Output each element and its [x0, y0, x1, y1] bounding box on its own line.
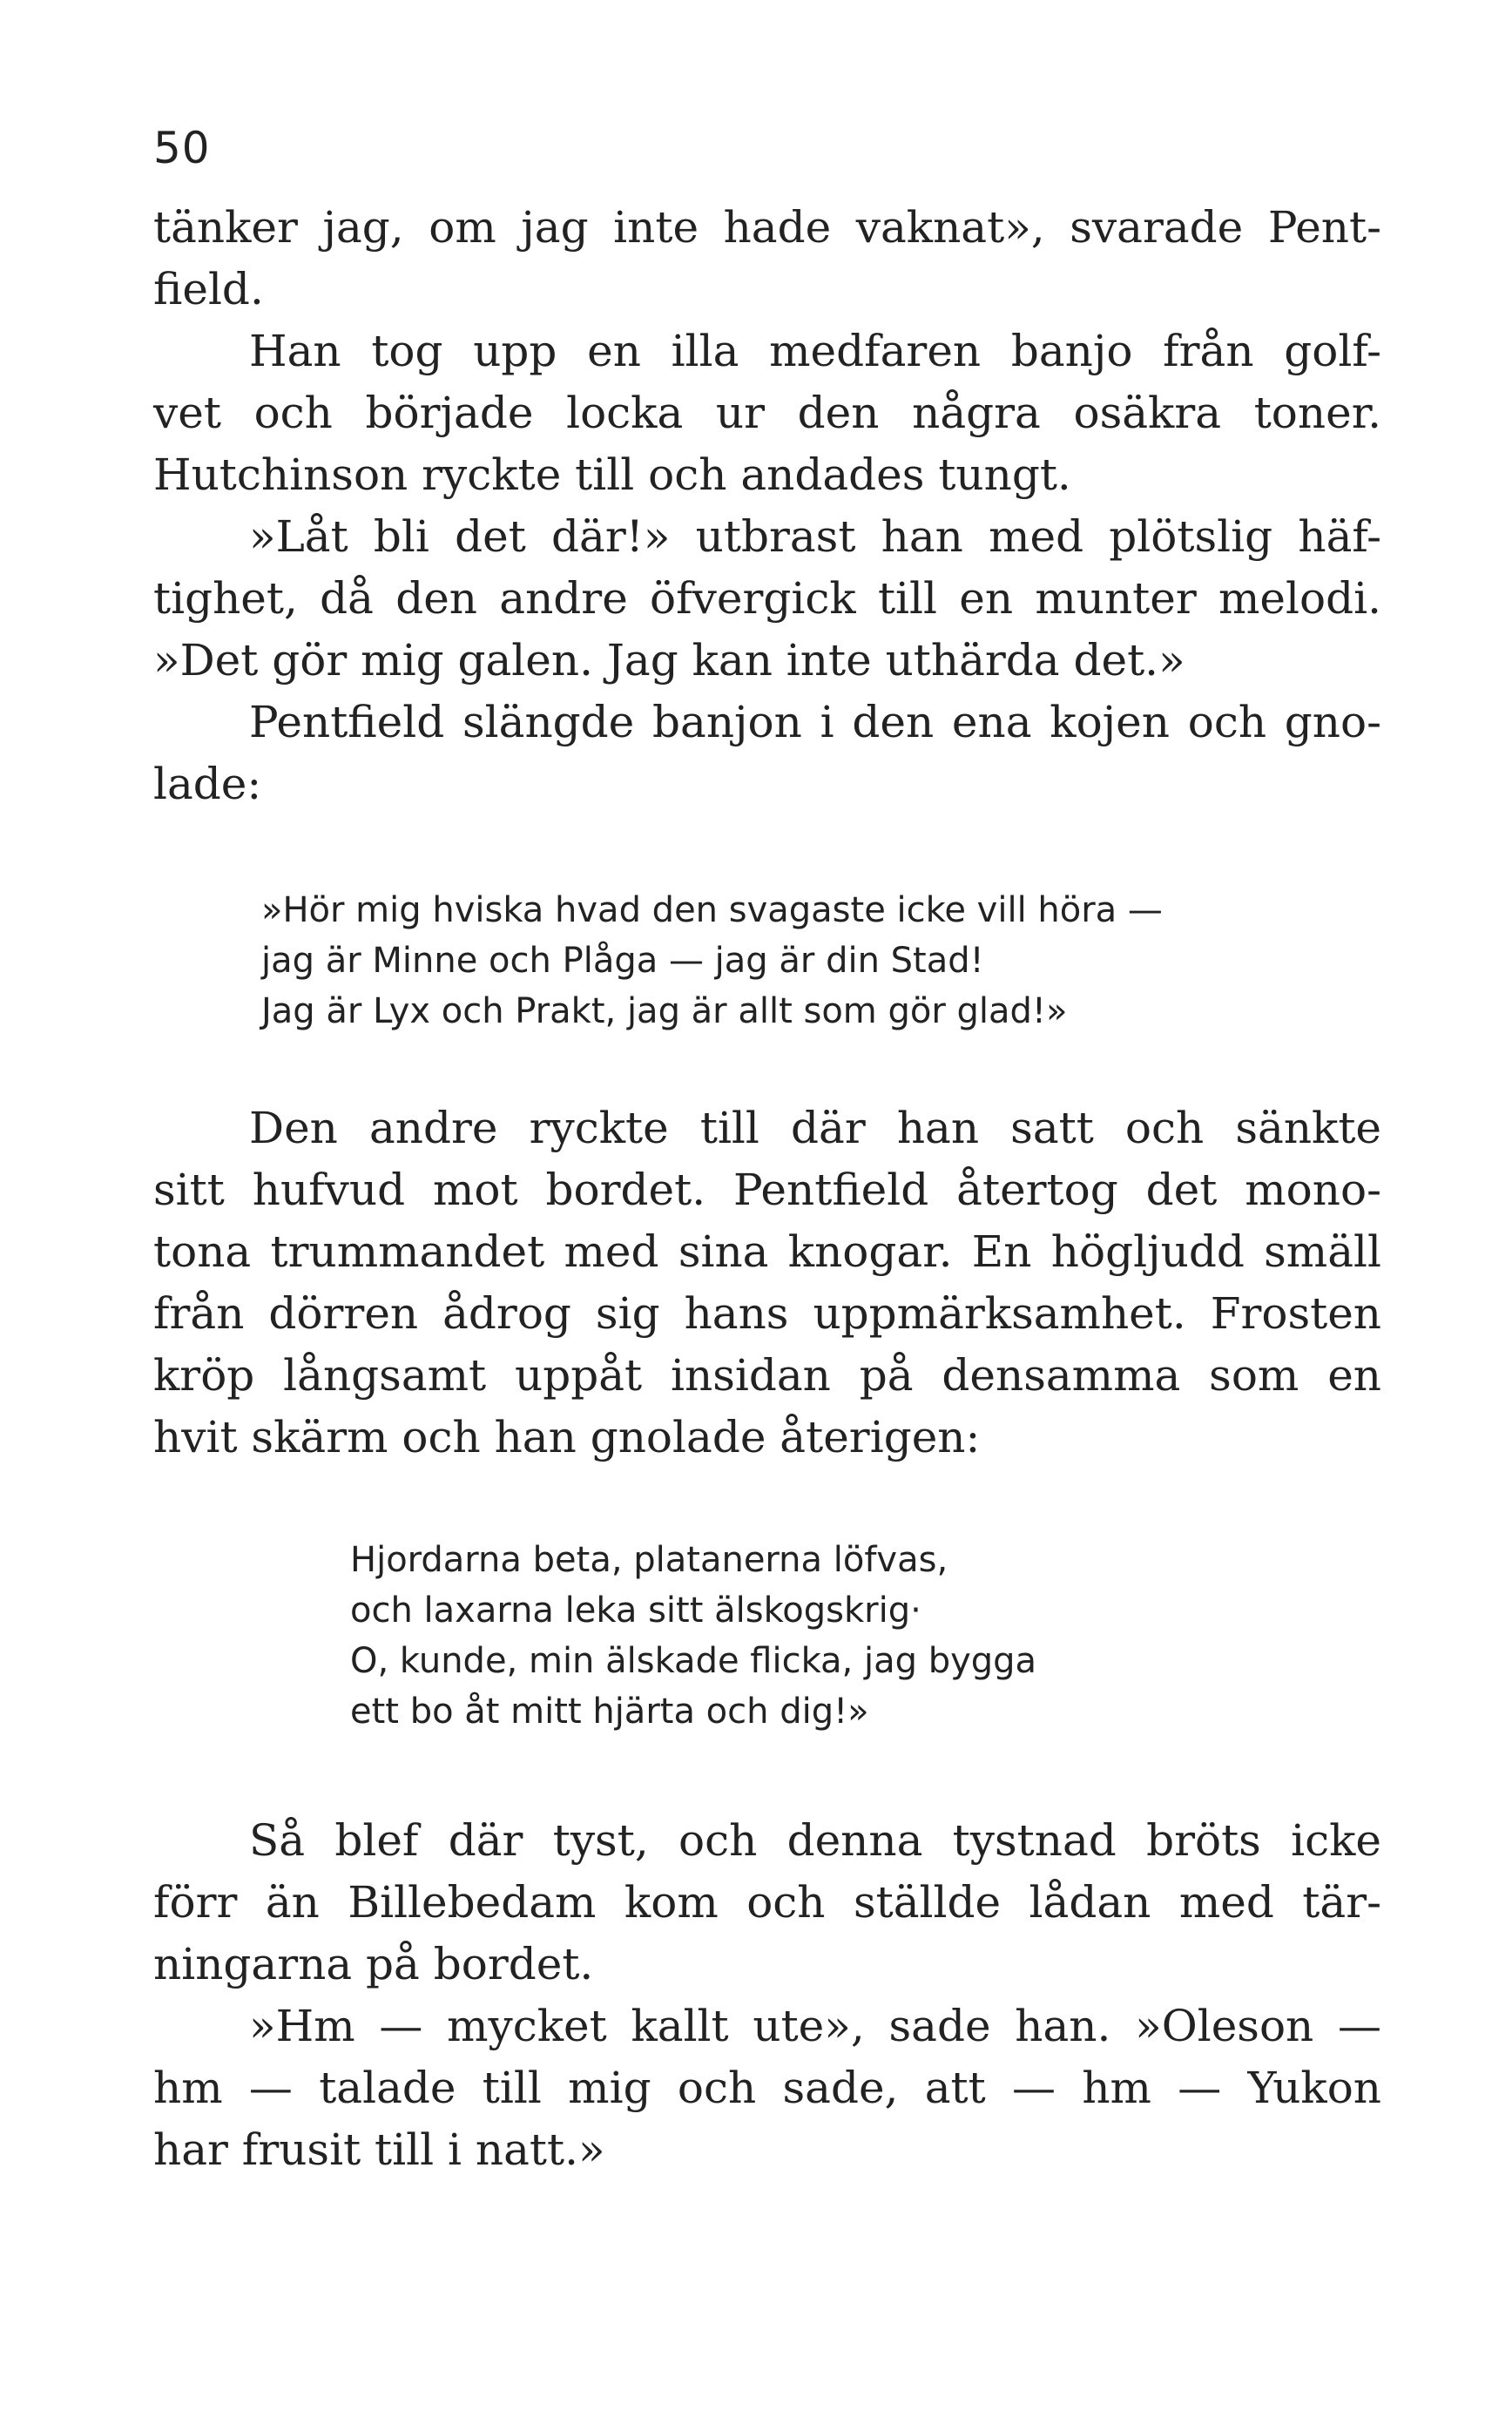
- paragraph-block-1: [153, 197, 1381, 815]
- text-line: Hutchinson ryckte till och andades tungt.: [153, 449, 1071, 500]
- text-line: vet och började locka ur den några osäkra toner.: [153, 388, 1381, 438]
- text-line: »Hm — mycket kallt ute», sade han. »Oleson —: [249, 2001, 1381, 2051]
- text-line: tona trummandet med sina knogar. En högljudd smäll: [153, 1226, 1381, 1277]
- text-line: hvit skärm och han gnolade återigen:: [153, 1412, 981, 1462]
- text-line: Pentfield slängde banjon i den ena kojen och gno-: [249, 697, 1381, 747]
- page-number: 50: [153, 123, 211, 173]
- verse-line: »Hör mig hviska hvad den svagaste icke vill höra —: [261, 890, 1163, 930]
- text-line: lade:: [153, 759, 262, 809]
- verse-line: jag är Minne och Plåga — jag är din Stad!: [261, 941, 984, 981]
- text-line: tänker jag, om jag inte hade vaknat», svarade Pent-: [153, 202, 1381, 253]
- text-line: tighet, då den andre öfvergick till en munter melodi.: [153, 573, 1381, 624]
- verse-block-2: [350, 1535, 1036, 1737]
- verse-line: O, kunde, min älskade flicka, jag bygga: [350, 1641, 1037, 1681]
- text-line: hm — talade till mig och sade, att — hm — Yukon: [153, 2063, 1381, 2113]
- text-line: Den andre ryckte till där han satt och sänkte: [249, 1103, 1381, 1153]
- text-line: har frusit till i natt.»: [153, 2124, 605, 2175]
- verse-block-1: [261, 885, 1163, 1037]
- text-line: kröp långsamt uppåt insidan på densamma som en: [153, 1350, 1381, 1401]
- text-line: ningarna på bordet.: [153, 1939, 594, 1989]
- text-line: »Låt bli det där!» utbrast han med plötslig häf-: [249, 511, 1381, 562]
- verse-line: Jag är Lyx och Prakt, jag är allt som gör glad!»: [261, 991, 1068, 1031]
- text-line: från dörren ådrog sig hans uppmärksamhet. Frosten: [153, 1288, 1381, 1339]
- verse-line: ett bo åt mitt hjärta och dig!»: [350, 1692, 869, 1732]
- text-line: sitt hufvud mot bordet. Pentfield återtog det mono-: [153, 1165, 1381, 1215]
- paragraph-block-2: [153, 1097, 1381, 1469]
- paragraph-block-3: [153, 1810, 1381, 2181]
- verse-line: och laxarna leka sitt älskogskrig·: [350, 1590, 921, 1631]
- text-line: »Det gör mig galen. Jag kan inte uthärda det.»: [153, 635, 1185, 685]
- text-line: Så blef där tyst, och denna tystnad bröts icke: [249, 1815, 1381, 1866]
- text-line: field.: [153, 264, 264, 314]
- text-line: Han tog upp en illa medfaren banjo från golf-: [249, 326, 1381, 376]
- verse-line: Hjordarna beta, platanerna löfvas,: [350, 1540, 948, 1580]
- text-line: förr än Billebedam kom och ställde lådan med tär-: [153, 1877, 1381, 1928]
